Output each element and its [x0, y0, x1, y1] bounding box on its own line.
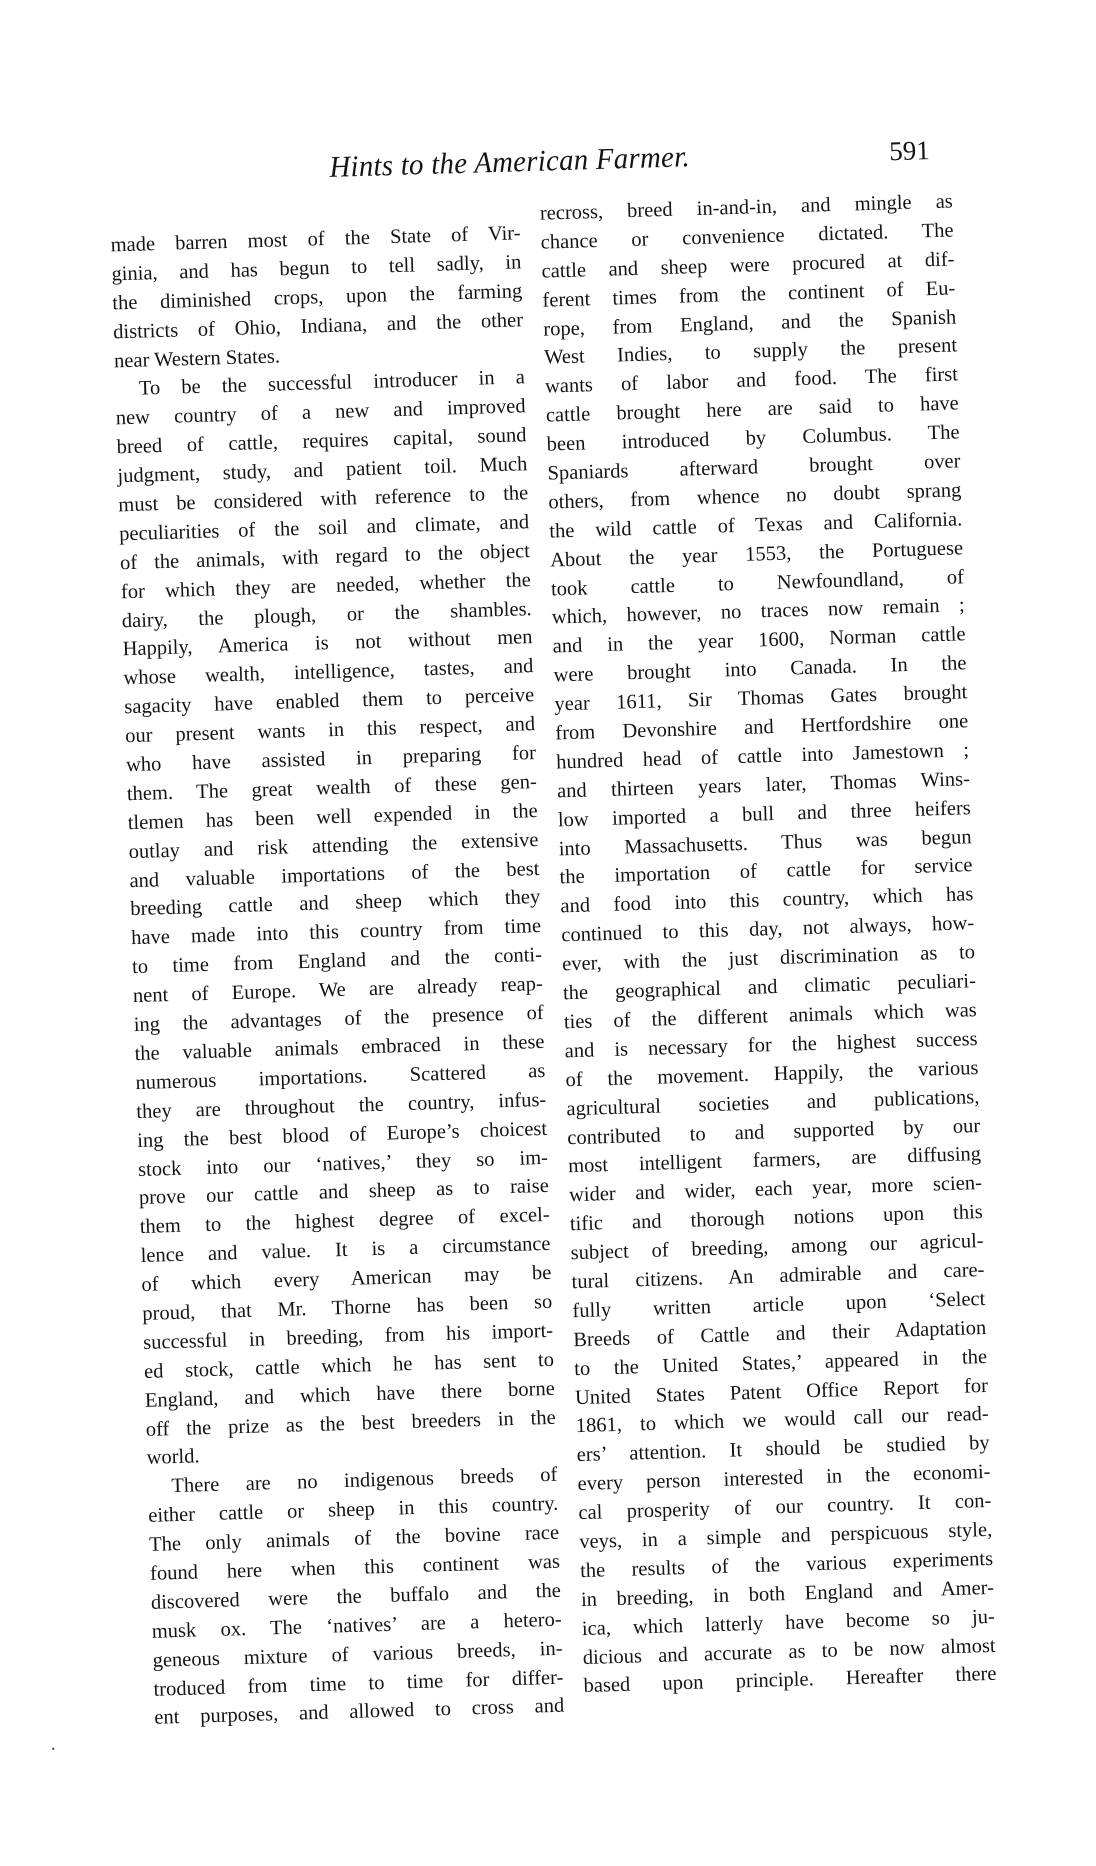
text-line: ing the advantages of the presence of: [133, 1001, 544, 1037]
text-line: tlemen has been well expended in the: [127, 799, 538, 834]
text-line: contributed to and supported by our: [566, 1114, 981, 1149]
scan-speck: [52, 1748, 54, 1750]
text-line: most intelligent farmers, are diffusing: [567, 1143, 982, 1178]
text-line: continued to this day, not always, how-: [560, 912, 975, 947]
text-line: of the movement. Happily, the various: [565, 1056, 979, 1092]
text-line: breeding cattle and sheep which they: [130, 886, 541, 921]
text-line: low imported a bull and three heifers: [557, 796, 972, 832]
text-line: hundred head of cattle into Jamestown ;: [555, 739, 970, 774]
text-line: whose wealth, intelligence, tastes, and: [123, 655, 534, 690]
text-line: made barren most of the State of Vir-: [110, 222, 521, 257]
running-title: Hints to the American Farmer.: [328, 140, 691, 184]
text-line: and thirteen years later, Thomas Wins-: [556, 768, 971, 803]
text-line: 1861, to which we would call our read-: [575, 1403, 990, 1438]
text-line: others, from whence no doubt sprang: [548, 479, 962, 514]
text-line: were brought into Canada. In the: [553, 652, 967, 687]
text-line: lence and value. It is a circumstance: [140, 1233, 551, 1268]
text-line: sagacity have enabled them to perceive: [124, 684, 535, 719]
text-line: recross, breed in-and-in, and mingle as: [539, 190, 954, 225]
text-line: must be considered with reference to the: [118, 482, 529, 517]
text-line: in breeding, in both England and Amer-: [580, 1576, 995, 1611]
text-line: new country of a new and improved: [115, 395, 526, 430]
text-line: ing the best blood of Europe’s choicest: [136, 1117, 548, 1152]
text-line: outlay and risk attending the extensive: [128, 828, 539, 863]
text-line: into Massachusetts. Thus was begun: [558, 825, 972, 860]
text-line: have made into this country from time: [130, 915, 542, 950]
text-line: ties of the different animals which was: [563, 999, 978, 1034]
text-line: wants of labor and food. The first: [544, 363, 959, 398]
text-line: and food into this country, which has: [560, 883, 974, 918]
text-line: who have assisted in preparing for: [125, 742, 537, 777]
text-line: for which they are needed, whether the: [120, 568, 532, 603]
text-line: took cattle to Newfoundland, of: [550, 565, 965, 601]
text-line: near Western States.: [113, 345, 281, 372]
text-line: numerous importations. Scattered as: [135, 1059, 546, 1094]
text-line: to time from England and the conti-: [131, 944, 543, 979]
text-line: fully written article upon ‘Select: [572, 1287, 986, 1323]
text-line: based upon principle. Hereafter there: [583, 1663, 997, 1698]
text-line: tural citizens. An admirable and care-: [571, 1258, 985, 1294]
text-line: cattle and sheep were procured at dif-: [541, 248, 955, 283]
text-line: Happily, America is not without men: [122, 626, 533, 661]
text-line: the importation of cattle for service: [559, 854, 973, 889]
text-line: About the year 1553, the Portuguese: [549, 536, 964, 572]
text-line: chance or convenience dictated. The: [540, 219, 954, 254]
text-line: musk ox. The ‘natives’ are a hetero-: [151, 1608, 562, 1643]
text-line: proud, that Mr. Thorne has been so: [142, 1290, 553, 1325]
text-line: which, however, no traces now remain ;: [551, 594, 966, 629]
text-line: peculiarities of the soil and climate, and: [118, 511, 530, 546]
text-line: been introduced by Columbus. The: [546, 421, 960, 456]
text-line: wider and wider, each year, more scien-: [568, 1172, 983, 1207]
page-number: 591: [888, 135, 931, 167]
text-line: nent of Europe. We are already reap-: [132, 973, 544, 1008]
text-line: ica, which latterly have become so ju-: [581, 1605, 996, 1640]
text-line: the wild cattle of Texas and California.: [548, 508, 963, 543]
text-line: to the United States,’ appeared in the: [573, 1345, 988, 1380]
text-line: the results of the various experiments: [579, 1547, 994, 1582]
text-line: ers’ attention. It should be studied by: [576, 1432, 990, 1467]
paragraph-start-line: There are no indigenous breeds of: [171, 1464, 558, 1498]
text-line: veys, in a simple and perspicuous style,: [578, 1518, 993, 1554]
text-line: The only animals of the bovine race: [148, 1521, 560, 1556]
text-line: from Devonshire and Hertfordshire one: [554, 710, 969, 745]
text-line: prove our cattle and sheep as to raise: [138, 1175, 550, 1210]
text-line: United States Patent Office Report for: [574, 1374, 989, 1409]
text-line: Breeds of Cattle and their Adaptation: [572, 1316, 987, 1351]
text-line: dicious and accurate as to be now almost: [582, 1634, 996, 1669]
text-line: of the animals, with regard to the object: [119, 539, 531, 575]
text-line: every person interested in the economi-: [577, 1461, 991, 1496]
text-line: geneous mixture of various breeds, in-: [152, 1637, 563, 1672]
text-line: the diminished crops, upon the farming: [112, 280, 523, 315]
text-line: subject of breeding, among our agricul-: [570, 1230, 984, 1265]
text-line: ent purposes, and allowed to cross and: [154, 1695, 565, 1730]
text-line: Spaniards afterward brought over: [547, 450, 961, 485]
text-line: districts of Ohio, Indiana, and the other: [112, 308, 524, 344]
text-line: them to the highest degree of excel-: [139, 1204, 550, 1239]
text-line: either cattle or sheep in this country.: [148, 1492, 559, 1528]
text-line: West Indies, to supply the present: [543, 334, 958, 370]
text-line: troduced from time to time for differ-: [153, 1666, 564, 1701]
text-line: tific and thorough notions upon this: [569, 1201, 984, 1236]
text-line: ginia, and has begun to tell sadly, in: [111, 251, 522, 286]
text-line: they are throughout the country, infus-: [136, 1088, 547, 1123]
text-line: year 1611, Sir Thomas Gates brought: [554, 681, 968, 716]
text-line: judgment, study, and patient toil. Much: [117, 453, 528, 488]
text-line: them. The great wealth of these gen-: [126, 770, 538, 806]
text-line: stock into our ‘natives,’ they so im-: [137, 1146, 549, 1181]
text-line: successful in breeding, from his import-: [142, 1319, 554, 1354]
text-line: and is necessary for the highest success: [564, 1027, 978, 1063]
right-column: [539, 187, 996, 1701]
text-line: ferent times from the continent of Eu-: [542, 277, 956, 312]
left-column: [110, 219, 564, 1733]
text-line: ever, with the just discrimination as to: [561, 941, 976, 976]
text-line: breed of cattle, requires capital, sound: [116, 424, 527, 459]
text-line: off the prize as the best breeders in the: [145, 1406, 556, 1441]
text-line: cal prosperity of our country. It con-: [578, 1489, 992, 1525]
text-line: found here when this continent was: [149, 1550, 561, 1585]
text-line: dairy, the plough, or the shambles.: [121, 597, 532, 632]
text-line: discovered were the buffalo and the: [150, 1579, 562, 1614]
text-line: and valuable importations of the best: [129, 857, 540, 892]
text-line: cattle brought here are said to have: [545, 392, 960, 427]
text-line: rope, from England, and the Spanish: [543, 305, 957, 341]
text-line: our present wants in this respect, and: [124, 713, 536, 748]
text-line: of which every American may be: [141, 1261, 552, 1297]
text-line: ed stock, cattle which he has sent to: [143, 1348, 555, 1383]
text-line: the valuable animals embraced in these: [134, 1030, 545, 1066]
paragraph-start-line: To be the successful introducer in a: [138, 366, 526, 401]
text-line: the geographical and climatic peculiari-: [562, 970, 977, 1005]
text-line: world.: [146, 1445, 200, 1470]
text-line: and in the year 1600, Norman cattle: [552, 623, 966, 658]
text-line: England, and which have there borne: [144, 1377, 556, 1412]
text-line: agricultural societies and publications,: [566, 1085, 980, 1120]
